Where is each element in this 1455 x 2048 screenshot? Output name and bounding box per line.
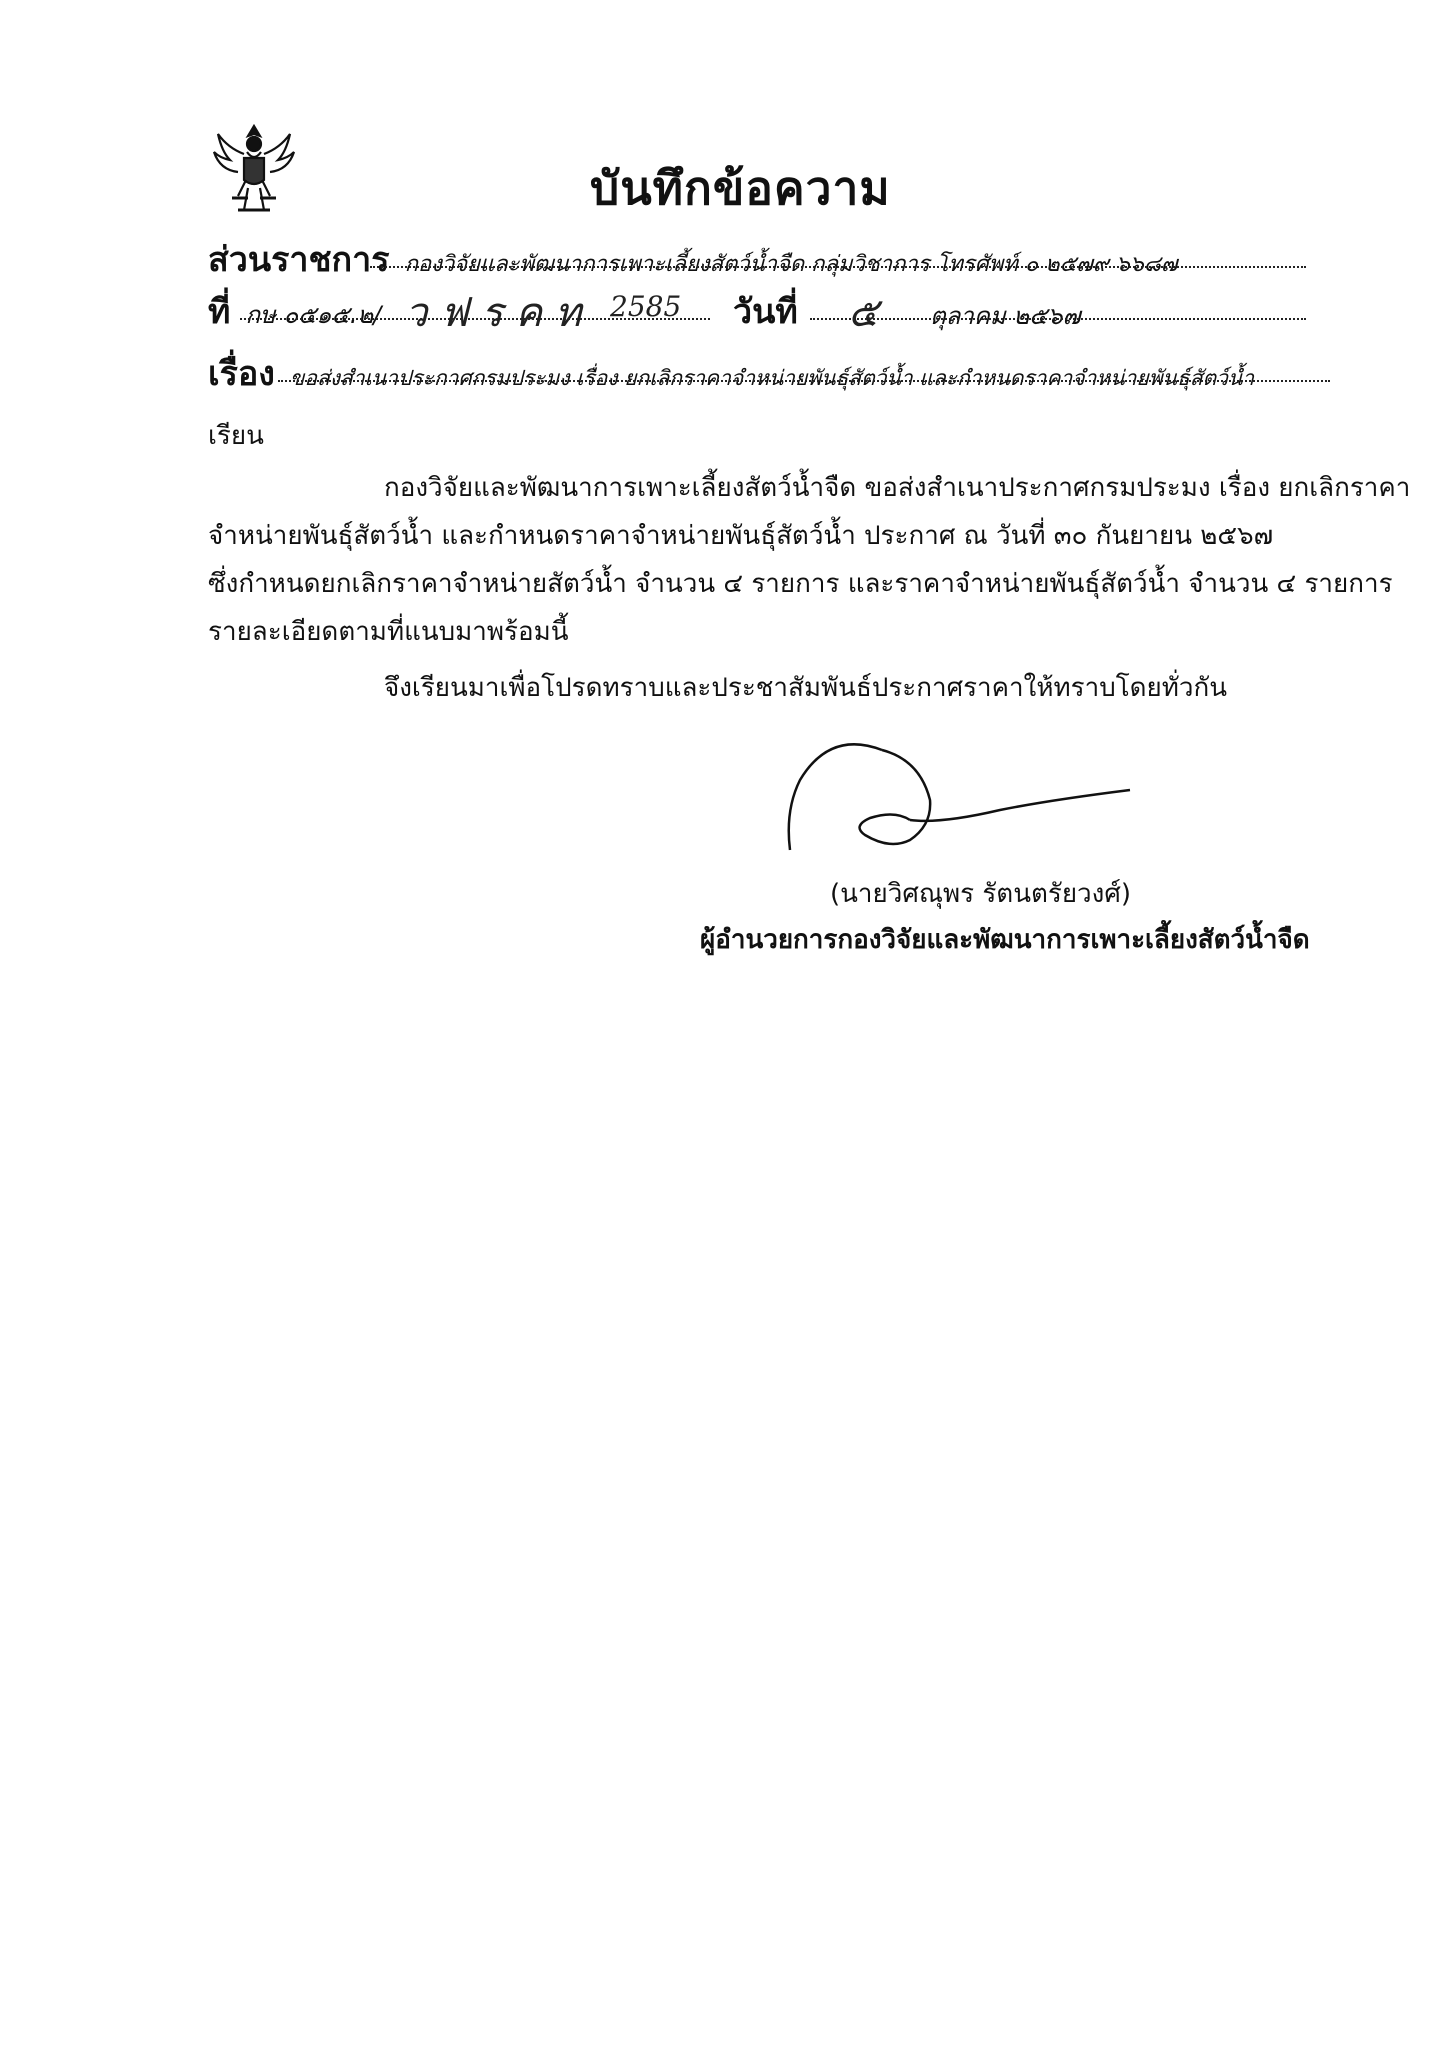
reference-value: กษ ๐๕๑๕.๒/: [245, 301, 382, 329]
date-value: ตุลาคม ๒๕๖๗: [930, 302, 1081, 330]
body-line: จำหน่ายพันธุ์สัตว์น้ำ และกำหนดราคาจำหน่ายพันธุ์สัตว์น้ำ ประกาศ ณ วันที่ ๓๐ กันยายน ๒๕๖๗: [208, 521, 1274, 551]
reference-dotted-line: [240, 318, 710, 320]
handwritten-signature-icon: [760, 740, 1160, 860]
date-label: วันที่: [733, 292, 798, 332]
page-title: บันทึกข้อความ: [590, 161, 891, 215]
reference-handwritten: ว ฟ ร ค ท: [405, 290, 582, 336]
salutation: เรียน: [208, 421, 264, 451]
agency-dotted-line: [370, 266, 1306, 268]
body-paragraph: [208, 464, 1411, 656]
signer-position: ผู้อำนวยการกองวิจัยและพัฒนาการเพาะเลี้ยงสัตว์น้ำจืด: [700, 925, 1310, 955]
date-dotted-line: [810, 318, 1306, 320]
garuda-emblem-icon: [208, 118, 300, 218]
subject-value: ขอส่งสำเนาประกาศกรมประมง เรื่อง ยกเลิกราคาจำหน่ายพันธุ์สัตว์น้ำ และกำหนดราคาจำหน่ายพันธุ์สัตว์น้ำ: [290, 366, 1255, 390]
reference-label: ที่: [208, 292, 231, 332]
closing-text: จึงเรียนมาเพื่อโปรดทราบและประชาสัมพันธ์ประกาศราคาให้ทราบโดยทั่วกัน: [384, 673, 1228, 703]
subject-label: เรื่อง: [208, 354, 275, 394]
body-line: ซึ่งกำหนดยกเลิกราคาจำหน่ายสัตว์น้ำ จำนวน ๔ รายการ และราคาจำหน่ายพันธุ์สัตว์น้ำ จำนวน ๔ รายการ: [208, 569, 1393, 599]
signer-name: (นายวิศณุพร รัตนตรัยวงศ์): [830, 879, 1131, 909]
date-day-handwritten: ๕: [848, 290, 879, 336]
agency-label: ส่วนราชการ: [208, 240, 390, 280]
reference-handwritten-number: 2585: [610, 290, 682, 323]
body-line: กองวิจัยและพัฒนาการเพาะเลี้ยงสัตว์น้ำจืด ขอส่งสำเนาประกาศกรมประมง เรื่อง ยกเลิกราคา: [384, 473, 1411, 503]
agency-value: กองวิจัยและพัฒนาการเพาะเลี้ยงสัตว์น้ำจืด กลุ่มวิชาการ โทรศัพท์ ๐ ๒๕๗๙ ๖๖๘๗: [404, 252, 1178, 277]
subject-dotted-line: [278, 380, 1330, 382]
body-line: รายละเอียดตามที่แนบมาพร้อมนี้: [208, 617, 569, 647]
